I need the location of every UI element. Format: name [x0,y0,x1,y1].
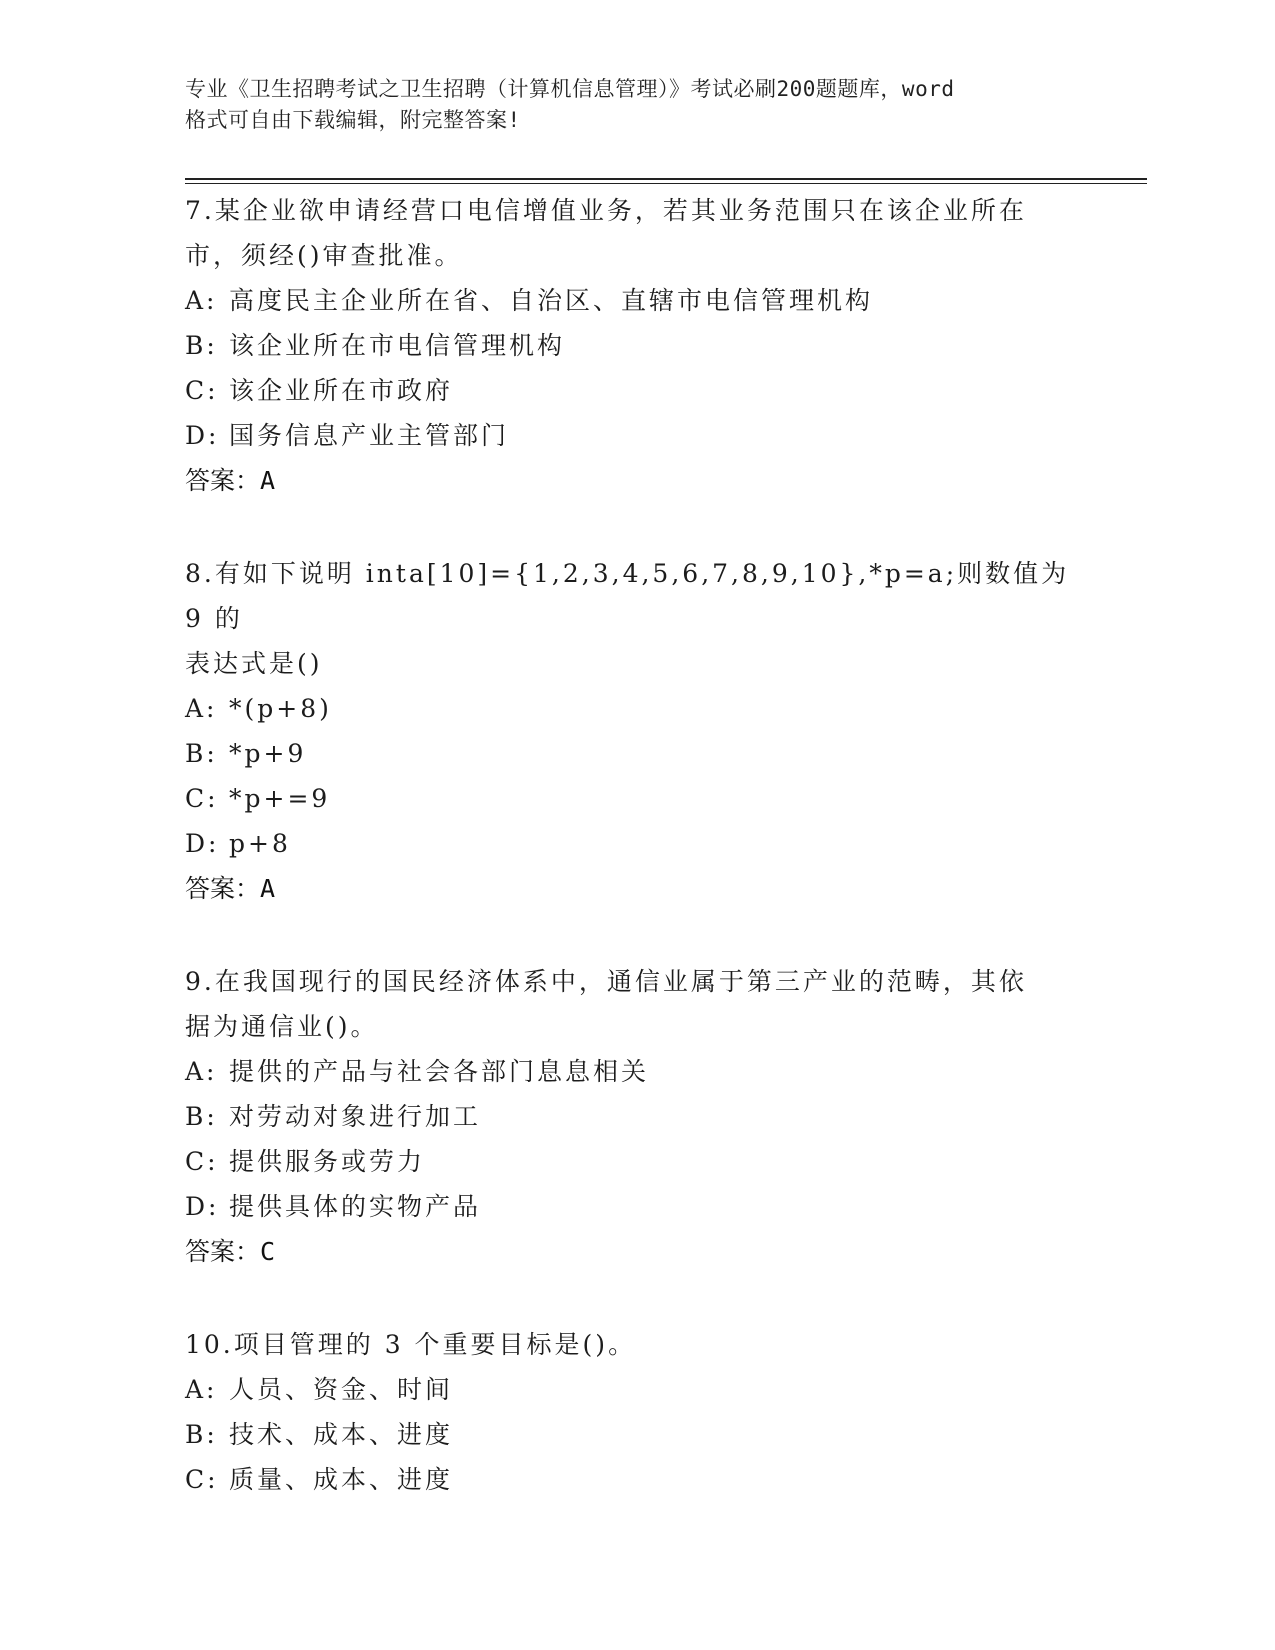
option-text: 提供服务或劳力 [229,1147,426,1176]
question-stem: 7.某企业欲申请经营口电信增值业务，若其业务范围只在该企业所在 [185,196,1027,225]
question-10 [185,1322,1085,1502]
option-d [185,1184,1085,1229]
option-label: C: [185,1465,219,1494]
option-label: A: [185,286,218,315]
option-text: 该企业所在市政府 [229,376,454,405]
question-stem-continued: 表达式是() [185,649,323,678]
option-text: 高度民主企业所在省、自治区、直辖市电信管理机构 [229,286,874,315]
option-b [185,323,1085,368]
option-text: 国务信息产业主管部门 [229,421,510,450]
option-text: *p+=9 [229,784,331,813]
header-line-2: 格式可自由下载编辑，附完整答案! [185,108,521,132]
option-label: C: [185,376,219,405]
question-9 [185,959,1085,1274]
option-b [185,1094,1085,1139]
option-label: B: [185,1420,218,1449]
answer-line: 答案：A [185,874,276,903]
answer-line: 答案：A [185,466,276,495]
option-a [185,686,1085,731]
question-stem: 10.项目管理的 3 个重要目标是()。 [185,1330,637,1359]
question-8 [185,551,1085,911]
option-text: 人员、资金、时间 [229,1375,454,1404]
option-c [185,1457,1085,1502]
option-label: B: [185,331,218,360]
option-label: C: [185,1147,219,1176]
option-label: D: [185,829,220,858]
option-text: 提供具体的实物产品 [229,1192,482,1221]
option-label: D: [185,1192,220,1221]
option-label: A: [185,1375,218,1404]
option-text: *(p+8) [229,694,332,723]
option-c [185,1139,1085,1184]
document-header [185,74,1085,136]
question-stem: 8.有如下说明 inta[10]={1,2,3,4,5,6,7,8,9,10},*p=a;则数值为 9 的 [185,559,1070,633]
option-c [185,368,1085,413]
header-divider-thin [185,183,1147,184]
option-label: A: [185,694,218,723]
option-text: 提供的产品与社会各部门息息相关 [229,1057,650,1086]
option-c [185,776,1085,821]
option-a [185,278,1085,323]
option-text: p+8 [229,829,291,858]
option-text: 质量、成本、进度 [229,1465,454,1494]
option-label: D: [185,421,220,450]
option-text: 技术、成本、进度 [229,1420,454,1449]
option-text: 该企业所在市电信管理机构 [229,331,566,360]
question-stem-continued: 市，须经()审查批准。 [185,241,463,270]
option-a [185,1367,1085,1412]
option-text: 对劳动对象进行加工 [229,1102,482,1131]
question-stem: 9.在我国现行的国民经济体系中，通信业属于第三产业的范畴，其依 [185,967,1027,996]
option-b [185,1412,1085,1457]
option-label: A: [185,1057,218,1086]
question-list [185,188,1085,1550]
header-divider-thick [185,178,1147,180]
option-label: B: [185,1102,218,1131]
option-label: C: [185,784,219,813]
header-line-1: 专业《卫生招聘考试之卫生招聘（计算机信息管理）》考试必刷200题题库，word [185,77,955,101]
option-d [185,413,1085,458]
option-label: B: [185,739,218,768]
option-b [185,731,1085,776]
question-7 [185,188,1085,503]
option-d [185,821,1085,866]
option-a [185,1049,1085,1094]
answer-line: 答案：C [185,1237,276,1266]
option-text: *p+9 [229,739,307,768]
question-stem-continued: 据为通信业()。 [185,1012,379,1041]
